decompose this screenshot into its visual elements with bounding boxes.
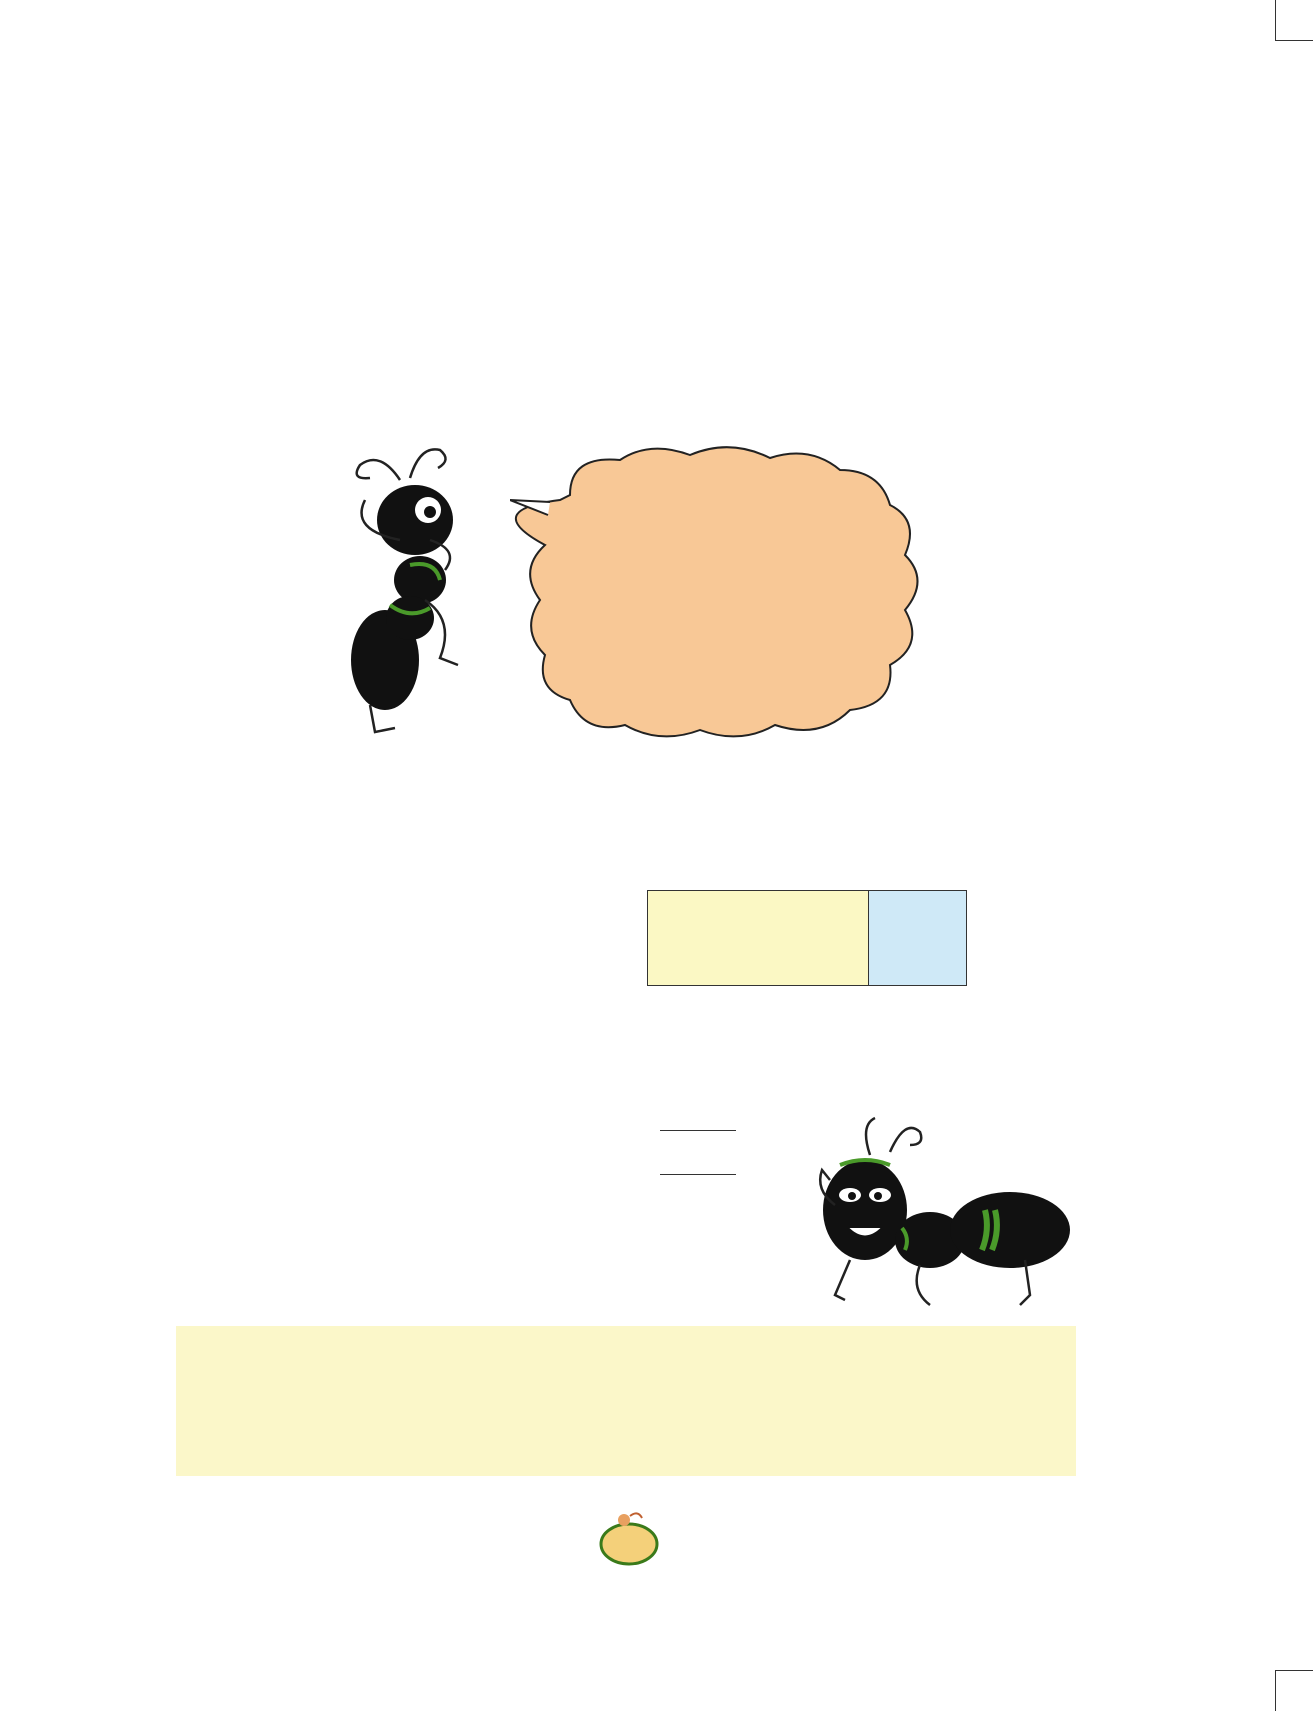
page-number-badge	[594, 1508, 664, 1568]
smiling-ant-illustration	[810, 1110, 1080, 1315]
right-leaf-border	[1180, 0, 1240, 1710]
watermark-line-1	[330, 752, 358, 780]
crop-mark-bottom-right	[1275, 1670, 1313, 1711]
thinking-ant-illustration	[340, 440, 490, 740]
addition-line-2	[660, 1174, 736, 1175]
thought-bubble	[510, 440, 950, 750]
teacher-note	[176, 1326, 1076, 1476]
grid-cell-ones	[868, 890, 967, 986]
addition-line-1	[660, 1130, 736, 1131]
top-leaf-border	[0, 64, 1313, 124]
grid-cell-tens	[647, 890, 869, 986]
bottom-hand-border	[0, 1590, 1313, 1650]
crop-mark-top-right	[1275, 0, 1313, 41]
ncert-watermark	[330, 752, 358, 780]
